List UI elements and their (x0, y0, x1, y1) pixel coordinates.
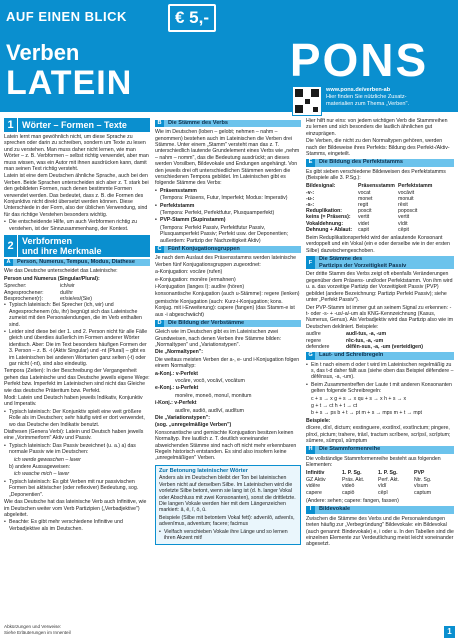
page-number: 1 (444, 626, 455, 638)
subsection-b-header: B Die Stämme des Verbs (155, 120, 301, 127)
bullet-item: • Vielfach verschieben Vokale ihre Länge und so lernen ihren Akzent mit! (159, 529, 297, 542)
bullet-item: • Typisch lateinisch: Das Passiv bezeichnet (u. a.) a) das normale Passiv wie im Deutschen: (4, 443, 150, 456)
subsection-h-header: H Die Stammformenreihe (306, 446, 454, 453)
bullet-item: • Beim Zusammentreffen der Laute t mit anderen Konsonanten gelten folgende Schreibregeln: (306, 382, 454, 395)
table-cell: rēxit (398, 202, 408, 209)
table-cell: PVP (414, 470, 425, 477)
svg-text:PONS: PONS (289, 34, 429, 82)
table-cell: capere (306, 489, 322, 496)
table-cell: -u-: (306, 195, 315, 202)
table-cell: Präsensstamm (358, 183, 395, 190)
bullet-item: • Typisch lateinisch: Es gibt Verben mit nur passivischen Formen bei aktivischer (oder reflexiver) Bedeutung, sog. „Deponentien". (4, 479, 150, 498)
subsection-f-header: F Die Stämme des Partizips der Vorzeitigkeit Passiv (306, 256, 454, 269)
bullet-item: • Ein t nach einem d oder t wird im Lateinischen regelmäßig zu s, das t-d daher fällt aus (siehe oben das Beispiel dēfendere – dēfēnsus, -a, -um). (306, 362, 454, 381)
table-cell: Ntr. Sg. (414, 476, 432, 483)
title-verben: Verben (6, 40, 80, 65)
person-table: Sprecher: ich/wir Angesprochener: du/ihr Besprochener(r): er/sie/es/(Sie) (4, 283, 92, 302)
table-cell: -v-: (306, 189, 315, 196)
table-cell: videt (358, 220, 369, 227)
table-cell: 1. P. Sg. (378, 470, 398, 477)
title-latein: LATEIN (6, 64, 133, 102)
section-2-header: 2 Verbformen und ihre Merkmale (4, 235, 150, 257)
price-badge: € 5,- (168, 4, 216, 32)
footer-note: Abkürzungen und Verweise: Siehe Erläuterungen im Innenteil (4, 624, 71, 635)
table-cell: capiō (342, 489, 355, 496)
table-cell: Infinitiv (306, 470, 325, 477)
table-cell: cēpit (398, 226, 409, 233)
header (0, 0, 458, 112)
table-cell: vertit (398, 214, 410, 221)
column-3: Hier hilft nur eins: von jedem wichtigen Verb die Stammreihen zu lernen und sich besonders die lautlich ähnlichen gut einzuprägen. Die Verben, die nicht zu den Normaltypen gehören, werden nach der Bildeweise ihres Perfekts: Bildung des Perfekt-/Aktiv-Stamms, eingeteilt. E Die Bildung des Perfektstamms Es gibt sieben verschiedene Bildeweisen des Perfektstamms (Beispiele alle 3. P.Sg.): Bildesignal: Präsensstamm Perfektstamm -v-: vocat vocāvit -u-: monet monuit -s-: regit rēxit Reduplikation: poscit poposcit keins (= Präsens): vertit vertit Vokaldehnung: videt vīdit Dehnung + Ablaut: capit cēpit Beim Reduplikationsperfekt wird der anlautende Konsonant verdoppelt und ein Vokal (ein e oder derselbe wie in der ersten Silbe) dazwischengeschoben. F Die Stämme des Partizips der Vorzeitigkeit Passiv Der dritte Stamm des Verbs zeigt oft ebenfalls Veränderungen gegenüber dem Präsens- und/oder Perfektstamm. Von ihm wird u. a. das vorzeitige Partizip der Vorzeitigkeit Passiv (PVP) gebildet (andere Bezeichnung: Partizip Perfekt Passiv); siehe unter „Perfekt Passiv"). Der PVP-Stamm ist immer gut an seinem Signal zu erkennen: -t- oder -s- + -us/-a/-um als KNG-Kennzeichnung (Kasus, Numerus, Genus). Als Verbadjektiv wird das Partizip also wie im Deutschen dekliniert. Beispiele: audīre audī-tus, -a, -um regere rēc-tus, -a, -um defendere dēfēn-sus, -a, -um (verteidigen) G Laut- und Schreibregeln • Ein t nach einem d oder t wird im Lateinischen regelmäßig zu s, das t-d daher fällt aus (siehe oben das Beispiel dēfendere – dēfēnsus, -a, -um). • Beim Zusammentreffen der Laute t mit anderen Konsonanten gelten folgende Schreibregeln: c + s → x g + s → x qu + s → x h + s → x g + t → ct h + t → ct b + s → ps b + t → pt m + s → mps m + t → mpt Beispiele: dīcere, dīxī, dictum; exstinguere, exstīnxī, exstīnctum; pingere, pīnxī, pictum; trahere, trāxī, tractum scrībere, scrīpsī, scrīptum; sūmere, sūmpsī, sūmptum H Die Stammformenreihe Die vollständige Stammformenreihe besteht aus folgenden Elementen: Infinitiv 1. P. Sg. 1. P. Sg. PVP GZ Aktiv Präs. Akt. Perf. Akt. Ntr. Sg. vidēre videō vīdī vīsum capere capiō cēpī captum (Andere: sehen; capere: fangen, fassen) I Bildevokale Zwischen die Stämme des Verbs und die Personalendungen treten häufig zur „Verbegründung" Bildevokale: ein Bildevokal (auch genannt: Bindevokale) e, i oder u. In den Tabellen sind die einzelnen Elemente zur Verdeutlichung meist leicht voneinander abgesetzt. (306, 118, 454, 549)
section-1-header: 1 Wörter – Formen – Texte (4, 118, 150, 132)
table-cell: vocat (358, 189, 371, 196)
bullet-item: • Leider sind diese bei der 1. und 2. Person nicht für alle Fälle gleich und überdies äußerlich im Formen anderer Wörter identisch. Aber: Die im Text besonders häufigen Formen der 3. Person – z. B. -t (Aktiv Singular) und -nt (Plural) – gibt es im Lateinischen bei anderen Wortarten ganz selten (-t) oder gar nicht (-nt), sind also eindeutig. (4, 329, 150, 367)
table-cell: monuit (398, 195, 414, 202)
table-cell: Bildesignal: (306, 183, 336, 190)
bullet-item: • Perfektstamm (155, 203, 301, 209)
column-2: B Die Stämme des Verbs Wie im Deutschen (loben – gelobt; nehmen – nahm – genommen) bestehen auch im Lateinischen die Verben drei Stämme. Unter einem „Stamm" versteht man das z. T. unterschiedlich lautende Grundelement eines Verbs wie „nehm – nahm – nomm", das die Bedeutung ausdrückt; an dieses werden Vorsilben, Bildevokale und Endungen angehängt. Von den jeweils drei oft unterschiedlichen Stämmen werden die verschiedenen Tempora gebildet. Im Lateinischen gibt es folgende Stämme des Verbs: • Präsensstamm (Tempora: Präsens, Futur, Imperfekt; Modus: Imperativ) • Perfektstamm (Tempora: Perfekt, Perfektfutur, Plusquamperfekt) • PVP-Stamm (Supinstamm) (Tempora: Perfekt Passiv, Perfektfutur Passiv, Plusquamperfekt Passiv; Perfekt usw. der Deponentien; außerdem: Partizip der Nachzeitigkeit Aktiv) C Fünf Konjugationsgruppen Je nach dem Auslaut des Präsensstamms werden lateinische Verben fünf Konjugationsgruppen zugeordnet: a-Konjugation: vocāre (rufen) e-Konjugation: monēre (ermahnen) i-Konjugation (langes ī): audīre (hören) konsonantische Konjugation (auch u-Stämme): regere (lenken) gemischte Konjugation (auch: Kurz-i-Konjugation; kons. Konjug. mit i-Erweiterung): capere (fangen) (das Stamm-e ist aus -i abgeschwächt) D Die Bildung der Verbstämme Gleich wie im Deutschen gibt es im Lateinischen zwei Grundweisen, nach denen Verben ihre Stämme bilden: „Normaltypen" und „Variationstypen". Die „Normaltypen": Die weitaus meisten Verben der a-, e- und i-Konjugation folgen einem Normaltyp: a-Konj.: v-Perfekt vocāre, vocō, vocāvī, vocātum e-Konj.: u-Perfekt monēre, moneō, monuī, monitum i-Konj.: v-Perfekt audīre, audiō, audīvī, audītum Die „Variationstypen": (sog. „unregelmäßige Verben") Konsonantische und gemischte Konjugation besitzen keinen Normaltyp. Ihre lautlich z. T. deutlich voneinander abweichenden Stämme sind nach oft nicht mehr erkennbaren Regeln historisch entstanden. Es sind also insofern keine „unregelmäßigen" Verben. Zur Betonung lateinischer Wörter Anders als im Deutschen bleibt der Ton bei lateinischen Verben nicht auf derselben Silbe. Im Lateinischen wird die vorletzte Silbe betont, wenn sie lang ist (d. h. langer Vokal oder Abschluss mit zwei Konsonanten), sonst die drittletzte. Die langen Vokale werden hier mit dem Längenzeichen markiert: ā, ē, ī, ō, ū. Beispiele (Silbe mit betontem Vokal fett): advenīō, advenīs, advenīmus, adventum; facere; facimus • Vielfach verschieben Vokale ihre Länge und so lernen ihren Akzent mit! (155, 118, 301, 545)
table-cell: vīdit (398, 220, 408, 227)
subsection-a-header: A Person, Numerus, Tempus, Modus, Diathese (4, 259, 150, 266)
bullet-item: • PVP-Stamm (Supinstamm) (155, 217, 301, 223)
table-cell: 1. P. Sg. (342, 470, 362, 477)
table-cell: videō (342, 483, 355, 490)
table-cell: Dehnung + Ablaut: (306, 226, 353, 233)
table-cell: Perf. Akt. (378, 476, 400, 483)
table-cell: capit (358, 226, 369, 233)
series-title: AUF EINEN BLICK (6, 9, 127, 24)
stem-series-table (306, 470, 454, 496)
pons-logo (264, 34, 454, 82)
column-1: 1 Wörter – Formen – Texte Latein lernt man gewöhnlich nicht, um diese Sprache zu sprechen oder darin zu schreiben, sondern um Texte zu lesen und zu verstehen. Man muss daher nicht lernen, wie man Wörter – z. B. Verbformen – selbst richtig verwendet, aber man muss wissen, was ein Autor mit ihnen ausdrücken kann, damit man seinen Text richtig versteht. Latein ist eine dem Deutschen ähnliche Sprache, auch bei den Verben. Beide Sprachen unterscheiden sich aber z. T. stark bei den gebildeten Formen, nach denen bestimmte Formen verwendet werden. Das bedeutet, dass z. B. die Formen des Konjunktivs nicht direkt übersetzt werden können. Diese Unterschiede in der Form, also der üblichen Verwendung, sind für das richtige Verstehen besonders wichtig. • Die entscheidende Hilfe, um auch Verbformen richtig zu verstehen, ist der Sinnzusammenhang, der Kontext. 2 Verbformen und ihre Merkmale A Person, Numerus, Tempus, Modus, Diathese Wie das Deutsche unterscheidet das Lateinische: Person und Numerus (Singular/Plural): Sprecher: ich/wir Angesprochener: du/ihr Besprochener(r): er/sie/es/(Sie) • Typisch lateinisch: Bei Sprecher (ich, wir) und Angesprochenem (du, ihr) begnügt sich das Lateinische zumeist mit den Personalendungen, die im Verb enthalten sind. • Leider sind diese bei der 1. und 2. Person nicht für alle Fälle gleich und überdies äußerlich im Formen anderer Wörter identisch. Aber: Die im Text besonders häufigen Formen der 3. Person – z. B. -t (Aktiv Singular) und -nt (Plural) – gibt es im Lateinischen bei anderen Wortarten ganz selten (-t) oder gar nicht (-nt), sind also eindeutig. Tempora (Zeiten): In der Beschreibung der Vergangenheit gehen das Lateinische und das Deutsche jeweils eigene Wege: Perfekt bzw. Imperfekt im Lateinischen sind nicht das Gleiche wie das deutsche Präteritum bzw. Perfekt. Modi: Latein und Deutsch haben jeweils Indikativ, Konjunktiv und Imperativ. • Typisch lateinisch: Der Konjunktiv spielt eine weit größere Rolle als im Deutschen; sehr häufig wird er dort verwendet, wo das Deutsche den Indikativ benutzt. Diathesen (Genera Verbi): Latein und Deutsch haben jeweils eine „Vorimmerform" Aktiv und Passiv. • Typisch lateinisch: Das Passiv bezeichnet (u. a.) a) das normale Passiv wie im Deutschen: ich werde gewaschen – laver b) andere Aussageweisen: ich wasche mich – laver • Typisch lateinisch: Es gibt Verben mit nur passivischen Formen bei aktivischer (oder reflexiver) Bedeutung, sog. „Deponentien". Wie das Deutsche hat das lateinische Verb auch Infinitive, wie im Deutschen weiter vom Verb Partizipien („Verbadjektive") abgeleitet. • Beachte: Es gibt mehr verschiedene Infinitive und Verbadjektive als im Deutschen. (4, 118, 150, 533)
subsection-g-header: G Laut- und Schreibregeln (306, 352, 454, 359)
table-cell: vīdī (378, 483, 387, 490)
subsection-d-header: D Die Bildung der Verbstämme (155, 320, 301, 327)
paragraph: Latein ist eine dem Deutschen ähnliche Sprache, auch bei den Verben. Beide Sprachen unterscheiden sich aber z. T. stark bei den gebildeten Formen, nach denen bestimmte Formen verwendet werden. Das bedeutet, dass z. B. die Formen des Konjunktivs nicht direkt übersetzt werden können. Diese Unterschiede in der Form, also der üblichen Verwendung, sind für das richtige Verstehen besonders wichtig. (4, 173, 149, 218)
paragraph: Latein lernt man gewöhnlich nicht, um diese Sprache zu sprechen oder darin zu schreiben, sondern um Texte zu lesen und zu verstehen. Man muss daher nicht lernen, wie man Wörter – z. B. Verbformen – selbst richtig verwendet, aber man muss wissen, was ein Autor mit ihnen ausdrücken kann, damit man seinen Text richtig versteht. (4, 134, 149, 173)
table-cell: Präs. Akt. (342, 476, 365, 483)
table-cell: cēpī (378, 489, 388, 496)
bullet-item: • Typisch lateinisch: Bei Sprecher (ich, wir) und Angesprochenem (du, ihr) begnügt sich das Lateinische zumeist mit den Personalendungen, die im Verb enthalten sind. (4, 302, 150, 328)
table-cell: keins (= Präsens): (306, 214, 351, 221)
table-cell: -s-: (306, 202, 315, 209)
bullet-item: • Die entscheidende Hilfe, um auch Verbformen richtig zu verstehen, ist der Sinnzusammenhang, der Kontext. (4, 219, 150, 232)
table-cell: Reduplikation: (306, 208, 343, 215)
table-cell: poposcit (398, 208, 418, 215)
table-cell: vīsum (414, 483, 428, 490)
table-cell: vocāvit (398, 189, 415, 196)
table-cell: vertit (358, 214, 370, 221)
bullet-item: • Beachte: Es gibt mehr verschiedene Infinitive und Verbadjektive als im Deutschen. (4, 519, 150, 532)
website-info: www.pons.de/verben-ab Hier finden Sie nützliche Zusatz- materialien zum Thema „Verben". (326, 87, 456, 108)
table-cell: monet (358, 195, 373, 202)
table-cell: GZ Aktiv (306, 476, 326, 483)
table-cell: poscit (358, 208, 372, 215)
bullet-item: • Typisch lateinisch: Der Konjunktiv spielt eine weit größere Rolle als im Deutschen; sehr häufig wird er dort verwendet, wo das Deutsche den Indikativ benutzt. (4, 409, 150, 428)
table-cell: captum (414, 489, 432, 496)
table-cell: regit (358, 202, 369, 209)
info-box-betonung: Zur Betonung lateinischer Wörter Anders als im Deutschen bleibt der Ton bei lateinischen Verben nicht auf derselben Silbe. Im Lateinischen wird die vorletzte Silbe betont, wenn sie lang ist (d. h. langer Vokal oder Abschluss mit zwei Konsonanten), sonst die drittletzte. Die langen Vokale werden hier mit dem Längenzeichen markiert: ā, ē, ī, ō, ū. Beispiele (Silbe mit betontem Vokal fett): advenīō, advenīs, advenīmus, adventum; facere; facimus • Vielfach verschieben Vokale ihre Länge und so lernen ihren Akzent mit! (155, 465, 301, 545)
subsection-c-header: C Fünf Konjugationsgruppen (155, 246, 301, 253)
bullet-item: • Präsensstamm (155, 188, 301, 194)
subsection-i-header: I Bildevokale (306, 506, 454, 513)
subsection-e-header: E Die Bildung des Perfektstamms (306, 159, 454, 166)
perfect-stem-table (306, 183, 454, 233)
website-url[interactable]: www.pons.de/verben-ab (326, 87, 391, 93)
pvp-examples: audīre audī-tus, -a, -um regere rēc-tus, -a, -um defendere dēfēn-sus, -a, -um (verteidigen) (306, 331, 423, 350)
table-cell: vidēre (306, 483, 321, 490)
qr-code-icon (292, 86, 322, 116)
table-cell: Vokaldehnung: (306, 220, 344, 227)
table-cell: Perfektstamm (398, 183, 433, 190)
